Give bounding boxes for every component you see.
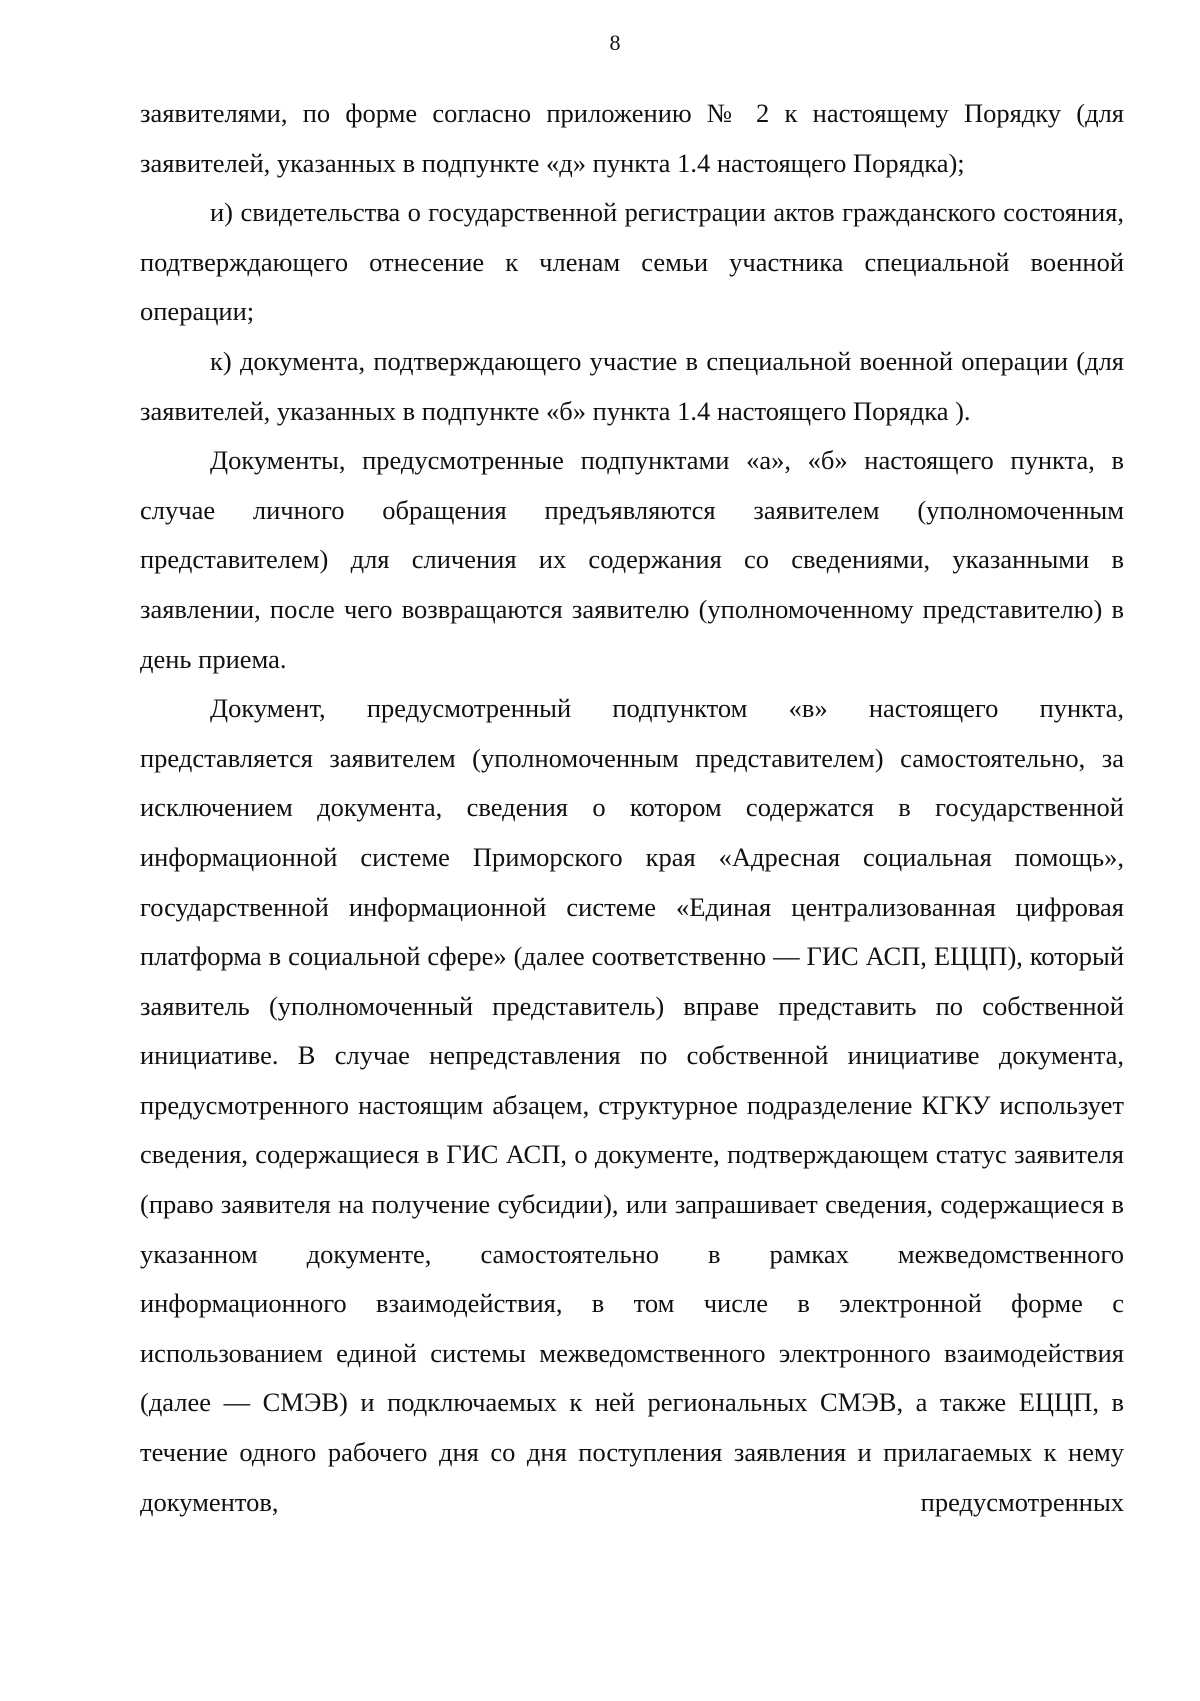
paragraph-item-k: к) документа, подтверждающего участие в специальной военной операции (для заявителей, указанных в подпункте «б» пункта 1.4 настоящего Порядка ). bbox=[140, 345, 1124, 426]
paragraph-item-i: и) свидетельства о государственной регистрации актов гражданского состояния, подтверждающего отнесение к членам семьи участника специальной военной операции; bbox=[140, 197, 1124, 327]
paragraph-documents-presentation: Документы, предусмотренные подпунктами «а», «б» настоящего пункта, в случае личного обращения предъявляются заявителем (уполномоченным представителем) для сличения их содержания со сведениями, указанными в заявлении, после чего возвращаются заявителю (уполномоченному представителю) в день приема. bbox=[140, 445, 1124, 674]
page-number: 8 bbox=[609, 30, 621, 55]
paragraph-document-submission: Документ, предусмотренный подпунктом «в» настоящего пункта, представляется заявителем (уполномоченным представителем) самостоятельно, за исключением документа, сведения о котором содержатся в государственной информационной системе Приморского края «Адресная социальная помощь», государственной информационной системе «Единая централизованная цифровая платформа в социальной сфере» (далее соответственно — ГИС АСП, ЕЦЦП), который заявитель (уполномоченный представитель) вправе представить по собственной инициативе. В случае непредставления по собственной инициативе документа, предусмотренного настоящим абзацем, структурное подразделение КГКУ использует сведения, содержащиеся в ГИС АСП, о документе, подтверждающем статус заявителя (право заявителя на получение субсидии), или запрашивает сведения, содержащиеся в указанном документе, самостоятельно в рамках межведомственного информационного взаимодействия, в том числе в электронной форме с использованием единой системы межведомственного электронного взаимодействия (далее — СМЭВ) и подключаемых к ней региональных СМЭВ, а также ЕЦЦП, в течение одного рабочего дня со дня поступления заявления и прилагаемых к нему документов, предусмотренных bbox=[140, 693, 1124, 1517]
document-body bbox=[140, 89, 1124, 1527]
paragraph-continuation: заявителями, по форме согласно приложению № 2 к настоящему Порядку (для заявителей, указанных в подпункте «д» пункта 1.4 настоящего Порядка); bbox=[140, 98, 1124, 178]
